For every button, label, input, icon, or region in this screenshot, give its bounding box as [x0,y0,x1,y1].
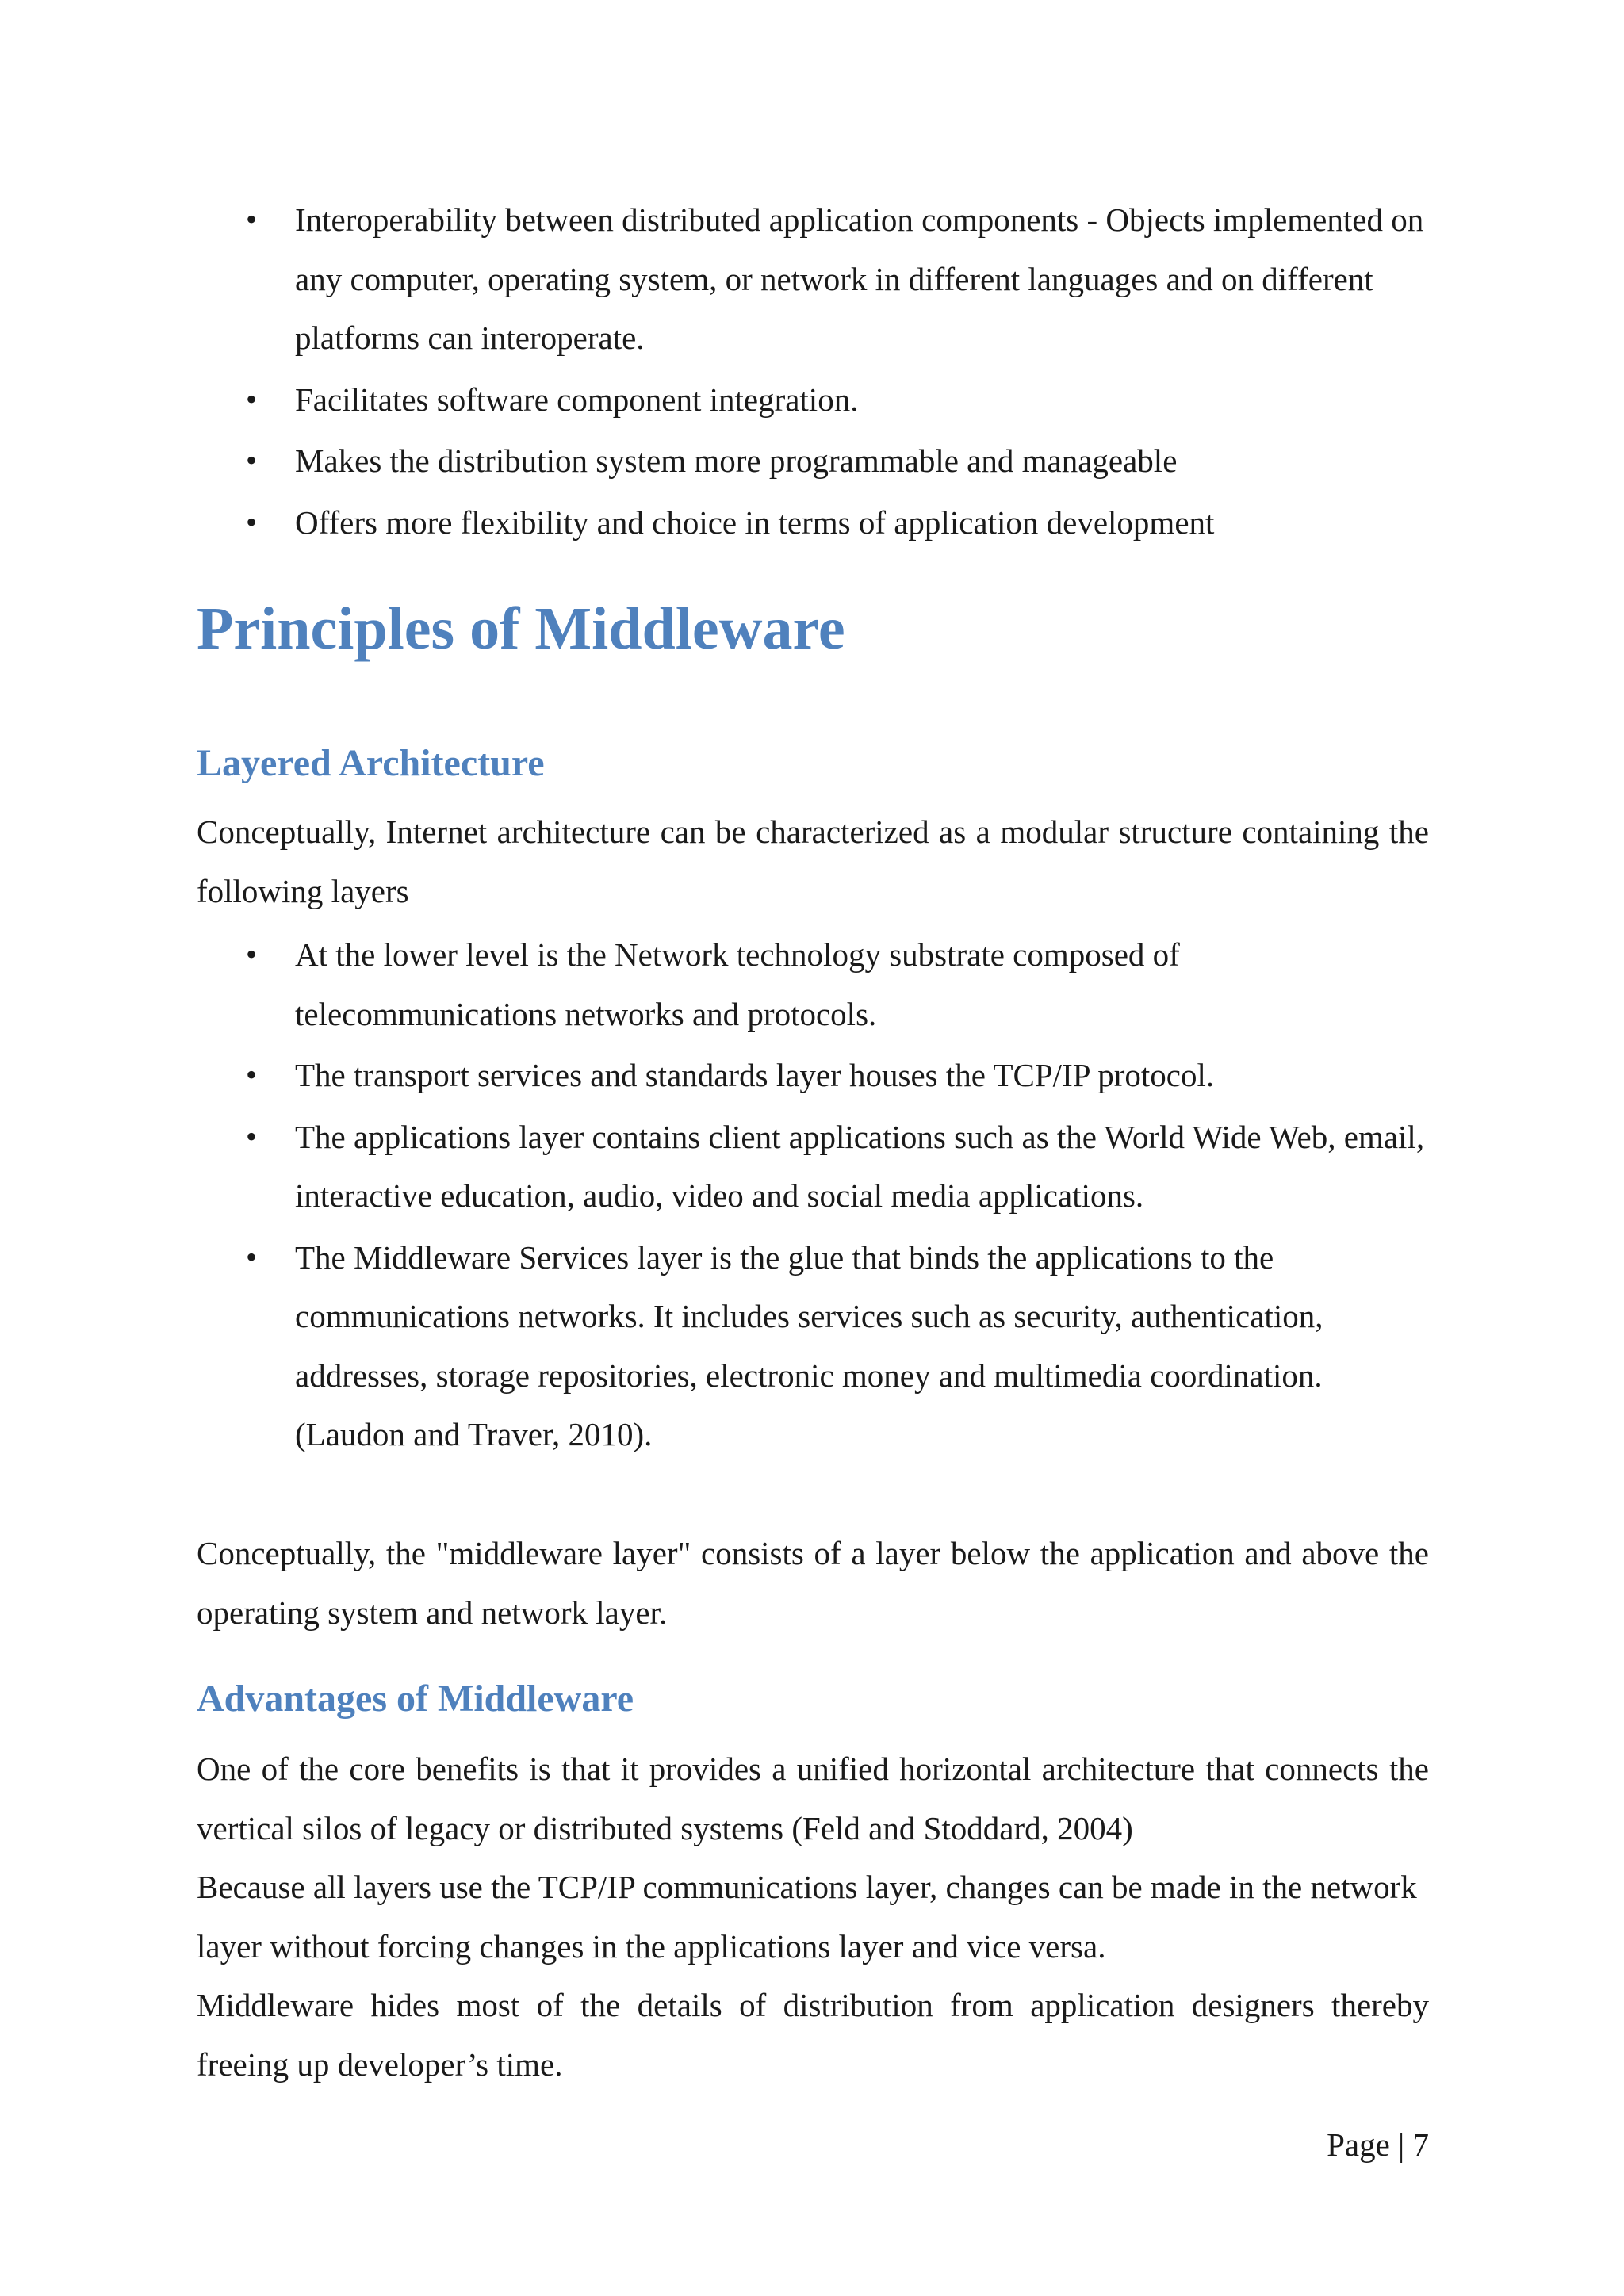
list-item-text: The Middleware Services layer is the glue that binds the applications to the communications networks. It includes services such as security, authentication, addresses, storage repositories, electronic money and multimedia coordination. (Laudon and Traver, 2010). [295,1238,1323,1452]
page-number: Page | 7 [1327,2126,1429,2163]
list-item [197,493,1434,553]
page-title: Principles of Middleware [197,595,845,662]
list-item [197,1046,1434,1105]
list-item-text: The transport services and standards layer houses the TCP/IP protocol. [295,1057,1215,1093]
bullet-marker: • [246,201,258,237]
intro-bullet-list [197,190,1434,554]
paragraph-middleware-layer: Conceptually, the "middleware layer" consists of a layer below the application and above the operating system and network layer. [197,1535,1429,1631]
paragraph-advantages-1: One of the core benefits is that it provides a unified horizontal architecture that connects the vertical silos of legacy or distributed systems (Feld and Stoddard, 2004) [197,1751,1429,1846]
bullet-marker: • [246,442,258,478]
bullet-marker: • [246,1057,258,1093]
paragraph-advantages-2: Because all layers use the TCP/IP communications layer, changes can be made in the network layer without forcing changes in the applications layer and vice versa. [197,1869,1417,1965]
bullet-marker: • [246,1238,258,1275]
list-item [197,370,1434,430]
list-item [197,925,1434,1043]
list-item-text: Makes the distribution system more programmable and manageable [295,442,1178,479]
section-heading-layered-architecture: Layered Architecture [197,742,545,784]
list-item-text: At the lower level is the Network technology substrate composed of telecommunications networks and protocols. [295,936,1180,1032]
paragraph-advantages-3: Middleware hides most of the details of distribution from application designers thereby freeing up developer’s time. [197,1987,1429,2083]
bullet-marker: • [246,503,258,540]
paragraph-layered-intro: Conceptually, Internet architecture can be characterized as a modular structure containing the following layers [197,813,1429,909]
bullet-marker: • [246,936,258,972]
list-item [197,1108,1434,1226]
bullet-marker: • [246,1118,258,1154]
section-heading-advantages: Advantages of Middleware [197,1678,634,1720]
list-item [197,1228,1434,1464]
bullet-marker: • [246,381,258,417]
list-item [197,190,1434,368]
list-item-text: Offers more flexibility and choice in terms of application development [295,503,1215,541]
layers-bullet-list [197,925,1434,1467]
list-item-text: Facilitates software component integration. [295,381,859,418]
list-item [197,431,1434,491]
list-item-text: The applications layer contains client applications such as the World Wide Web, email, interactive education, audio, video and social media applications. [295,1118,1425,1214]
list-item-text: Interoperability between distributed application components - Objects implemented on any computer, operating system, or network in different languages and on different platforms can interoperate. [295,201,1424,356]
